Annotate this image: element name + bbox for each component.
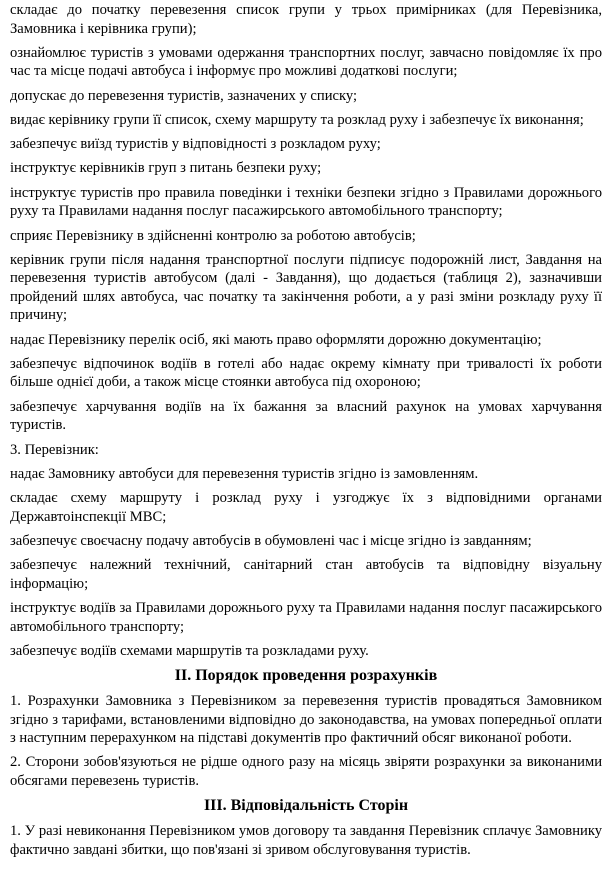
paragraph: сприяє Перевізнику в здійсненні контролю за роботою автобусів; (10, 227, 416, 244)
paragraph: забезпечує водіїв схемами маршрутів та розкладами руху. (10, 642, 369, 659)
section-heading-payments: II. Порядок проведення розрахунків (174, 667, 438, 685)
paragraph: 1. У разі невиконання Перевізником умов договору та завдання Перевізник сплачує Замовнику фактично завдані збитки, що пов'язані зі зривом обслуговування туристів. (10, 823, 602, 858)
paragraph: забезпечує виїзд туристів у відповідності з розкладом руху; (10, 136, 381, 153)
paragraph: забезпечує своєчасну подачу автобусів в обумовлені час і місце згідно із завданням; (10, 532, 532, 549)
paragraph: 3. Перевізник: (10, 441, 99, 458)
paragraph: ознайомлює туристів з умовами одержання транспортних послуг, завчасно повідомляє їх про час та місце подачі автобуса і інформує про можливі додаткові послуги; (10, 44, 602, 80)
paragraph: складає до початку перевезення список групи у трьох примірниках (для Перевізника, Замовника і керівника групи); (10, 2, 602, 37)
paragraph: інструктує керівників груп з питань безпеки руху; (10, 160, 322, 177)
paragraph: складає схему маршруту і розклад руху і узгоджує їх з відповідними органами Державтоінспекції МВС; (10, 490, 602, 525)
paragraph: допускає до перевезення туристів, зазначених у списку; (10, 87, 358, 104)
paragraph: інструктує водіїв за Правилами дорожнього руху та Правилами надання послуг пасажирського автомобільного транспорту; (10, 600, 602, 635)
paragraph: забезпечує відпочинок водіїв в готелі або надає окрему кімнату при тривалості їх роботи більше однієї доби, а також місце стоянки автобуса під охороною; (10, 355, 602, 391)
paragraph: 1. Розрахунки Замовника з Перевізником за перевезення туристів провадяться Замовником згідно з тарифами, встановленими відповідно до законодавства, на умовах попередньої оплати з наступним перерахунком на підставі документів про фактичний обсяг виконаної роботи. (10, 693, 602, 747)
section-heading-liability: III. Відповідальність Сторін (203, 797, 409, 815)
paragraph: видає керівнику групи її список, схему маршруту та розклад руху і забезпечує їх виконання; (10, 111, 584, 128)
paragraph: надає Перевізнику перелік осіб, які мають право оформляти дорожню документацію; (10, 331, 542, 348)
paragraph: інструктує туристів про правила поведінки і техніки безпеки згідно з Правилами дорожнього руху та Правилами надання послуг пасажирського автомобільного транспорту; (10, 184, 602, 220)
paragraph: надає Замовнику автобуси для перевезення туристів згідно із замовленням. (10, 465, 479, 482)
paragraph: забезпечує харчування водіїв на їх бажання за власний рахунок на умовах харчування туристів. (10, 398, 602, 434)
paragraph: 2. Сторони зобов'язуються не рідше одного разу на місяць звіряти розрахунки за виконаними обсягами перевезень туристів. (10, 754, 602, 789)
paragraph: керівник групи після надання транспортної послуги підписує подорожній лист, Завдання на перевезення туристів автобусом (далі - Завдання), що додається (таблиця 2), зазначивши пройдений шлях автобуса, час початку та закінчення роботи, а у разі зміни розкладу руху її причину; (10, 251, 602, 324)
paragraph: забезпечує належний технічний, санітарний стан автобусів та відповідну візуальну інформацію; (10, 557, 602, 592)
